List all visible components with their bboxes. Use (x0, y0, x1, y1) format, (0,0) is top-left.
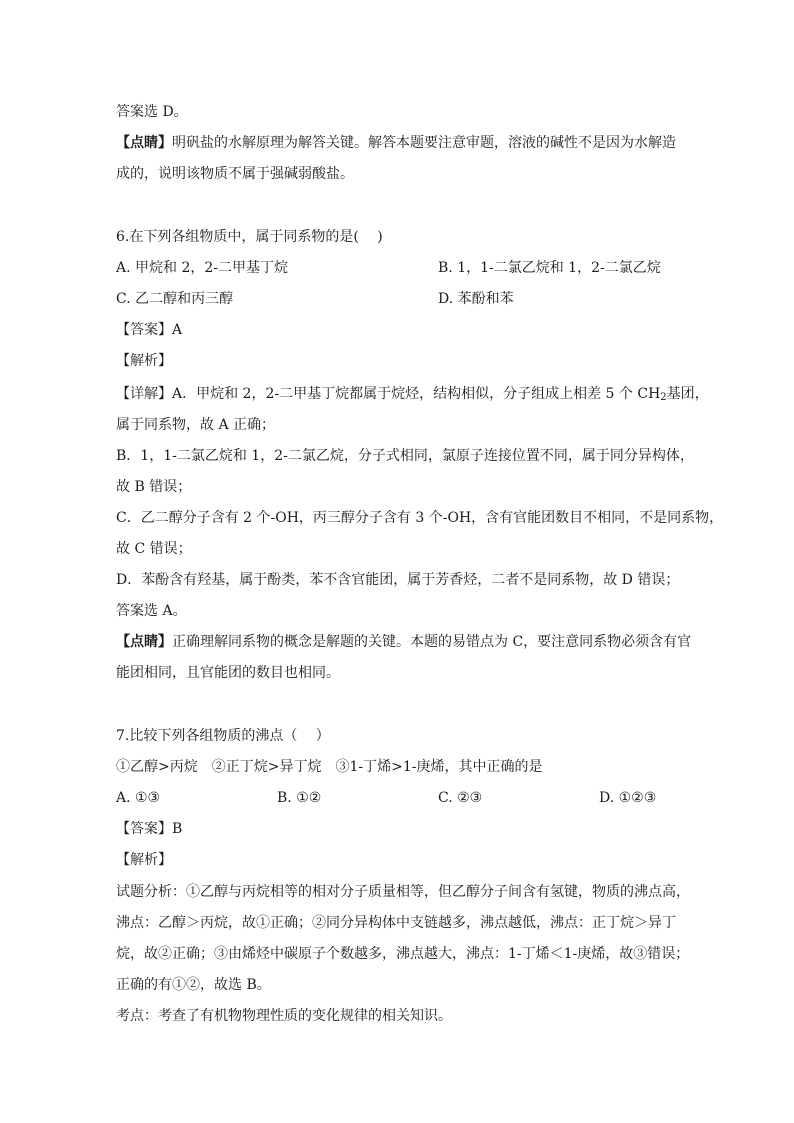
prev-tip-line-1 (116, 133, 676, 153)
q6-stem: 6.在下列各组物质中，属于同系物的是( ) (116, 229, 383, 245)
q7-analysis-line-3: 烷，故②正确；③由烯烃中碳原子个数越多，沸点越大，沸点：1-丁烯＜1-庚烯，故③错误； (116, 946, 690, 962)
q6-option-c: C. 乙二醇和丙三醇 (116, 291, 234, 307)
q6-detail-line-7: D．苯酚含有羟基，属于酚类，苯不含官能团，属于芳香烃，二者不是同系物，故 D 错误； (116, 572, 680, 588)
q6-option-d: D. 苯酚和苯 (438, 291, 514, 307)
q6-tip-text-1: 正确理解同系物的概念是解题的关键。本题的易错点为 C，要注意同系物必须含有官 (172, 634, 692, 650)
q7-substem: ①乙醇>丙烷 ②正丁烷>异丁烷 ③1-丁烯>1-庚烯，其中正确的是 (116, 759, 543, 775)
q6-analysis-tag: 【解析】 (116, 353, 172, 369)
q6-detail-text-1a: A．甲烷和 2，2-二甲基丁烷都属于烷烃，结构相似，分子组成上相差 5 个 CH (172, 386, 661, 402)
prev-answer-line: 答案选 D。 (116, 104, 188, 120)
q7-option-c: C. ②③ (438, 790, 483, 806)
q6-detail-line-2: 属于同系物，故 A 正确； (116, 417, 276, 433)
q6-option-b: B. 1，1-二氯乙烷和 1，2-二氯乙烷 (438, 260, 661, 276)
prev-tip-text-1: 明矾盐的水解原理为解答关键。解答本题要注意审题，溶液的碱性不是因为水解造 (172, 135, 676, 151)
q7-analysis-line-4: 正确的有①②，故选 B。 (116, 977, 271, 993)
q7-stem: 7.比较下列各组物质的沸点（ ） (116, 728, 330, 744)
q6-detail-line-1 (116, 384, 709, 404)
q6-detail-line-6: 故 C 错误； (116, 541, 192, 557)
q6-detail-line-8: 答案选 A。 (116, 603, 187, 619)
q6-tip-line-1 (116, 632, 691, 652)
q6-option-a: A. 甲烷和 2，2-二甲基丁烷 (116, 260, 289, 276)
q6-detail-line-5: C．乙二醇分子含有 2 个-OH，丙三醇分子含有 3 个-OH，含有官能团数目不相同，不是同系物， (116, 510, 724, 526)
q6-tip-tag: 【点睛】 (116, 634, 172, 650)
q7-option-a: A. ①③ (116, 790, 161, 806)
q6-detail-subscript: 2 (660, 392, 667, 403)
prev-tip-tag: 【点睛】 (116, 135, 172, 151)
q7-analysis-line-5: 考点：考查了有机物物理性质的变化规律的相关知识。 (116, 1008, 452, 1024)
q6-tip-line-2: 能团相同，且官能团的数目也相同。 (116, 665, 340, 681)
q6-detail-text-1b: 基团， (666, 386, 709, 402)
q6-detail-tag: 【详解】 (116, 386, 172, 402)
prev-tip-line-2: 成的，说明该物质不属于强碱弱酸盐。 (116, 166, 354, 182)
q6-detail-line-4: 故 B 错误； (116, 479, 192, 495)
q6-detail-line-3: B．1，1-二氯乙烷和 1，2-二氯乙烷，分子式相同，氯原子连接位置不同，属于同分异构体， (116, 448, 694, 464)
q6-answer: 【答案】A (116, 322, 183, 338)
q7-option-d: D. ①②③ (599, 790, 657, 806)
q7-analysis-line-1: 试题分析：①乙醇与丙烷相等的相对分子质量相等，但乙醇分子间含有氢键，物质的沸点高， (116, 884, 690, 900)
q7-analysis-line-2: 沸点：乙醇＞丙烷，故①正确；②同分异构体中支链越多，沸点越低，沸点：正丁烷＞异丁 (116, 915, 676, 931)
q7-option-b: B. ①② (277, 790, 322, 806)
q7-answer: 【答案】B (116, 821, 183, 837)
q7-analysis-tag: 【解析】 (116, 852, 172, 868)
